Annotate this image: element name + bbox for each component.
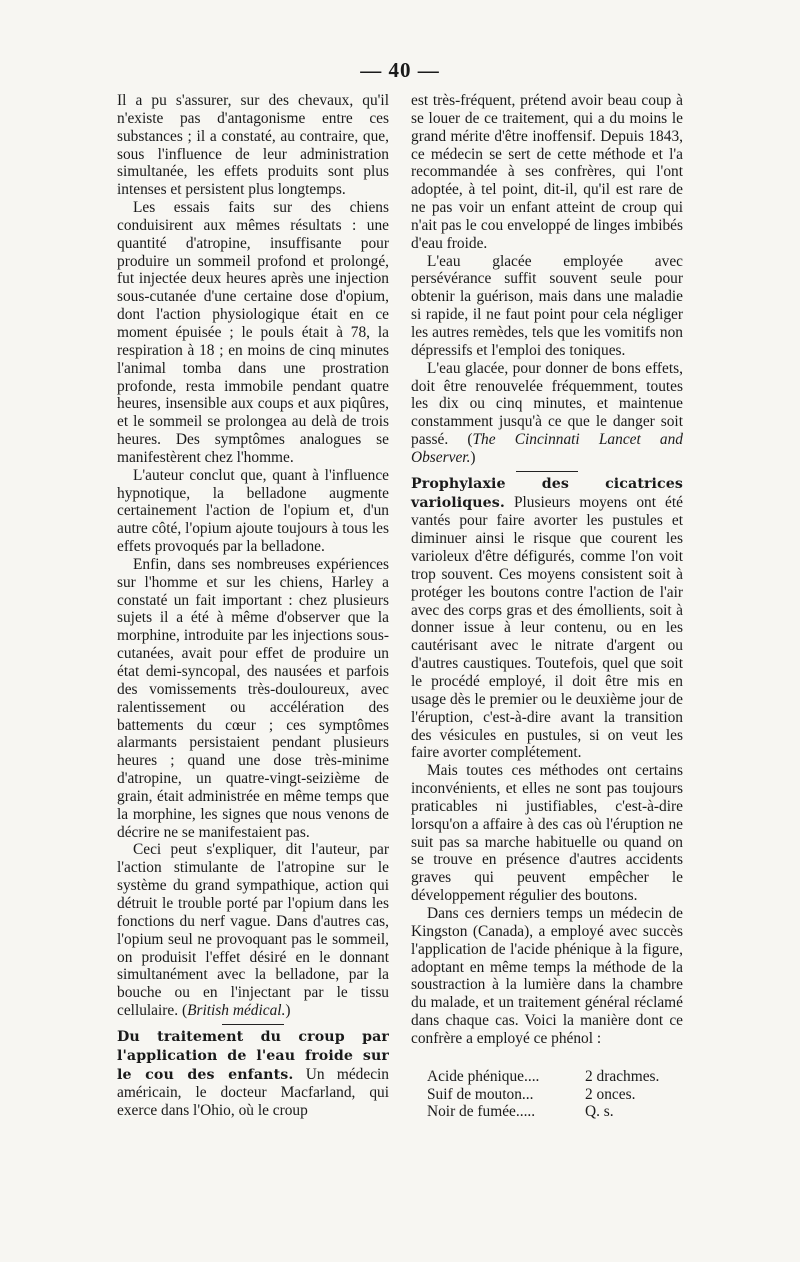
recipe-row bbox=[427, 1103, 683, 1121]
paragraph: Mais toutes ces méthodes ont certains inconvénients, et elles ne sont pas toujours praticables ni justifiables, c'est-à-dire lorsqu'on a affaire à des cas où l'éruption ne suit pas sa marche habituelle ou quand on se trouve en présence d'autres accidents graves qui peuvent empêcher le développement régulier des boutons. bbox=[411, 762, 683, 905]
paragraph-text: Ceci peut s'expliquer, dit l'auteur, par l'action stimulante de l'atropine sur le système du grand sympathique, action qui détruit le trouble porté par l'opium dans les fonctions du nerf vague. Dans d'autres cas, l'opium seul ne provoquant pas le sommeil, on produisit l'effet désiré en le donnant simultanément avec la belladone, par la bouche ou en l'injectant par le tissu cellulaire. bbox=[117, 841, 389, 1020]
page-number: — 40 — bbox=[360, 58, 440, 82]
paragraph-text: Plusieurs moyens ont été vantés pour faire avorter les pustules et diminuer ainsi le risque que courent les varioleux d'être défigurés, comme l'on voit trop souvent. Ces moyens consistent soit à protéger les boutons contre l'action de l'air avec des corps gras et des émollients, soit à donner issue à leur contenu, ou en les cautérisant avec le nitrate d'argent ou d'autres caustiques. Toutefois, quel que soit le procédé employé, il doit être mis en usage dès le premier ou le deuxième jour de l'éruption, c'est-à-dire avant la transition des vésicules en pustules, si on veut les faire avorter complétement. bbox=[411, 493, 683, 762]
paragraph: L'eau glacée employée avec persévérance suffit souvent seule pour obtenir la guérison, mais dans une maladie si rapide, il ne faut point pour cela négliger les autres remèdes, tels que les vomitifs non dépressifs et l'emploi des toniques. bbox=[411, 252, 683, 359]
paragraph-text: Un médecin américain, le docteur Macfarland, qui exerce dans l'Ohio, où le croup bbox=[117, 1065, 389, 1120]
paragraph-text: L'eau glacée, pour donner de bons effets, doit être renouvelée fréquemment, toutes les dix ou cinq minutes, et maintenue constamment jusqu'à ce que le danger soit passé. bbox=[411, 359, 683, 449]
paragraph-with-source: Ceci peut s'expliquer, dit l'auteur, par l'action stimulante de l'atropine sur le système du grand sympathique, action qui détruit le trouble porté par l'opium dans les fonctions du nerf vague. Dans d'autres cas, l'opium seul ne provoquant pas le sommeil, on produisit l'effet désiré en le donnant simultanément avec la belladone, par la bouche ou en l'injectant par le tissu cellulaire. (British médical.) bbox=[117, 841, 389, 1020]
paragraph: Enfin, dans ses nombreuses expériences sur l'homme et sur les chiens, Harley a constaté un fait important : chez plusieurs sujets il a été à même d'observer que la morphine, introduite par les injections sous-cutanées, avait pour effet de produire un état demi-syncopal, des nausées et parfois des vomissements très-douloureux, avec ralentissement ou accélération des battements du cœur ; ces symptômes alarmants persistaient pendant plusieurs heures ; quand une dose très-minime d'atropine, un quatre-vingt-seizième de grain, était administrée en même temps que la morphine, les signes que nous venons de décrire ne se manifestaient pas. bbox=[117, 555, 389, 841]
section-heading: Prophylaxie des cicatrices varioliques. bbox=[411, 475, 683, 511]
recipe-row bbox=[427, 1068, 683, 1086]
paragraph-with-source: L'eau glacée, pour donner de bons effets, doit être renouvelée fréquemment, toutes les dix ou cinq minutes, et maintenue constamment jusqu'à ce que le danger soit passé. (The Cincinnati Lancet and Observer.) bbox=[411, 359, 683, 466]
right-column bbox=[411, 92, 683, 1121]
recipe-row bbox=[427, 1086, 683, 1104]
paragraph: Dans ces derniers temps un médecin de Kingston (Canada), a employé avec succès l'application de l'acide phénique à la figure, adoptant en même temps la méthode de la soustraction à la lumière dans la chambre du malade, et un traitement général réclamé dans chaque cas. Voici la manière dont ce confrère a employé ce phénol : bbox=[411, 904, 683, 1047]
left-column bbox=[117, 92, 389, 1120]
section-divider bbox=[516, 471, 578, 472]
croup-section bbox=[117, 1028, 389, 1120]
recipe-quantity: 2 onces. bbox=[585, 1085, 636, 1103]
recipe-ingredient: Noir de fumée..... bbox=[427, 1103, 536, 1121]
source-citation: The Cincinnati Lancet and Observer. bbox=[411, 431, 683, 466]
paragraph: Il a pu s'assurer, sur des chevaux, qu'il n'existe pas d'antagonisme entre ces substances ; il a constaté, au contraire, que, sous l'influence de leur administration simultanée, les effets produits sont plus intenses et persistent plus longtemps. bbox=[117, 92, 389, 199]
paragraph: L'auteur conclut que, quant à l'influence hypnotique, la belladone augmente certainement l'action de l'opium et, d'un autre côté, l'opium ajoute toujours à tous les effets provoqués par la belladone. bbox=[117, 466, 389, 556]
paragraph: est très-fréquent, prétend avoir beau coup à se louer de ce traitement, qui a du moins le grand mérite d'être inoffensif. Depuis 1843, ce médecin se sert de cette méthode et l'a recommandée à ses confrères, qui l'ont adoptée, à tel point, dit-il, qu'il est rare de ne pas voir un enfant atteint de croup qui n'ait pas le cou enveloppé de linges imbibés d'eau froide. bbox=[411, 92, 683, 252]
prophylaxie-section bbox=[411, 475, 683, 763]
recipe-ingredient: Acide phénique.... bbox=[427, 1067, 540, 1085]
recipe-quantity: 2 drachmes. bbox=[585, 1067, 660, 1085]
paragraph: Les essais faits sur des chiens conduisirent aux mêmes résultats : une quantité d'atropine, insuffisante pour produire un sommeil profond et prolongé, fut injectée deux heures après une injection sous-cutanée d'une certaine dose d'opium, dont l'action physiologique était en ce moment épuisée ; le pouls était à 78, la respiration à 18 ; en moins de cinq minutes l'animal tomba dans une prostration profonde, resta immobile pendant quatre heures, insensible aux coups et aux piqûres, et le sommeil se prolongea au delà de trois heures. Des symptômes analogues se manifestèrent chez l'homme. bbox=[117, 199, 389, 466]
source-citation: British médical. bbox=[187, 1002, 286, 1020]
section-heading: Du traitement du croup par l'application de l'eau froide sur le cou des enfants. bbox=[117, 1028, 389, 1083]
section-divider bbox=[222, 1024, 284, 1025]
recipe-quantity: Q. s. bbox=[585, 1103, 614, 1121]
recipe-list bbox=[411, 1068, 683, 1122]
recipe-ingredient: Suif de mouton... bbox=[427, 1085, 534, 1103]
